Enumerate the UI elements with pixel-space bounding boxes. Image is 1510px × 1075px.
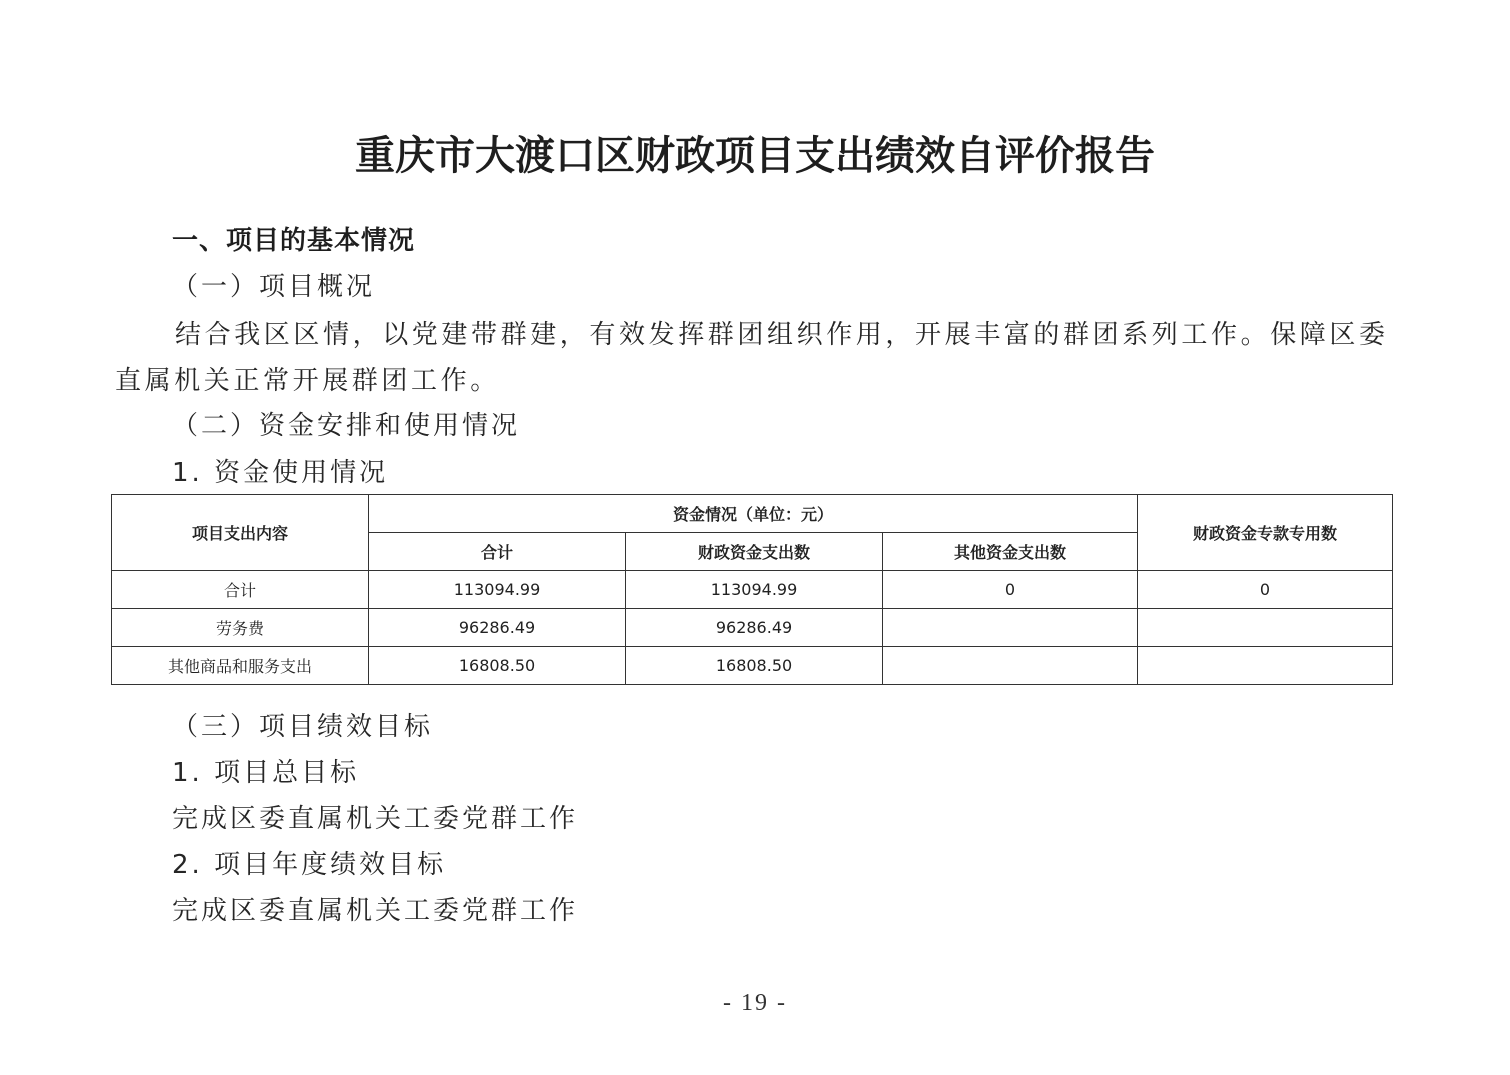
row-total: 16808.50: [369, 647, 626, 685]
section-heading-basic-info: 一、项目的基本情况: [172, 226, 416, 256]
page-number: - 19 -: [723, 990, 787, 1016]
overview-paragraph: 结合我区区情，以党建带群建，有效发挥群团组织作用，开展丰富的群团系列工作。保障区委直属机关正常开展群团工作。: [115, 320, 1389, 396]
subsection-heading-funds: （二）资金安排和使用情况: [172, 411, 521, 441]
header-funds-status: 资金情况（单位：元）: [369, 495, 1138, 533]
row-special: 0: [1138, 571, 1393, 609]
row-special: [1138, 647, 1393, 685]
table-row: [112, 647, 1393, 685]
row-name: 劳务费: [112, 609, 369, 647]
row-other: [883, 609, 1138, 647]
row-fiscal: 96286.49: [626, 609, 883, 647]
row-other: 0: [883, 571, 1138, 609]
row-special: [1138, 609, 1393, 647]
subsection-heading-overview: （一）项目概况: [172, 272, 376, 302]
table-row: [112, 609, 1393, 647]
header-fiscal-expense: 财政资金支出数: [626, 533, 883, 571]
row-total: 96286.49: [369, 609, 626, 647]
document-title: 重庆市大渡口区财政项目支出绩效自评价报告: [355, 132, 1155, 179]
table-row: [112, 571, 1393, 609]
goal-annual-heading: 2. 项目年度绩效目标: [172, 850, 447, 880]
funds-table: [111, 494, 1393, 685]
goal-annual-text: 完成区委直属机关工委党群工作: [172, 896, 579, 926]
header-special-purpose: 财政资金专款专用数: [1138, 495, 1393, 571]
table-header-row: [112, 495, 1393, 533]
row-other: [883, 647, 1138, 685]
row-fiscal: 16808.50: [626, 647, 883, 685]
goal-total-heading: 1. 项目总目标: [172, 758, 360, 788]
header-content: 项目支出内容: [112, 495, 369, 571]
goal-total-text: 完成区委直属机关工委党群工作: [172, 804, 579, 834]
funds-usage-heading: 1. 资金使用情况: [172, 458, 389, 488]
row-total: 113094.99: [369, 571, 626, 609]
row-name: 合计: [112, 571, 369, 609]
row-name: 其他商品和服务支出: [112, 647, 369, 685]
subsection-heading-goals: （三）项目绩效目标: [172, 712, 434, 742]
header-total: 合计: [369, 533, 626, 571]
header-other-expense: 其他资金支出数: [883, 533, 1138, 571]
row-fiscal: 113094.99: [626, 571, 883, 609]
